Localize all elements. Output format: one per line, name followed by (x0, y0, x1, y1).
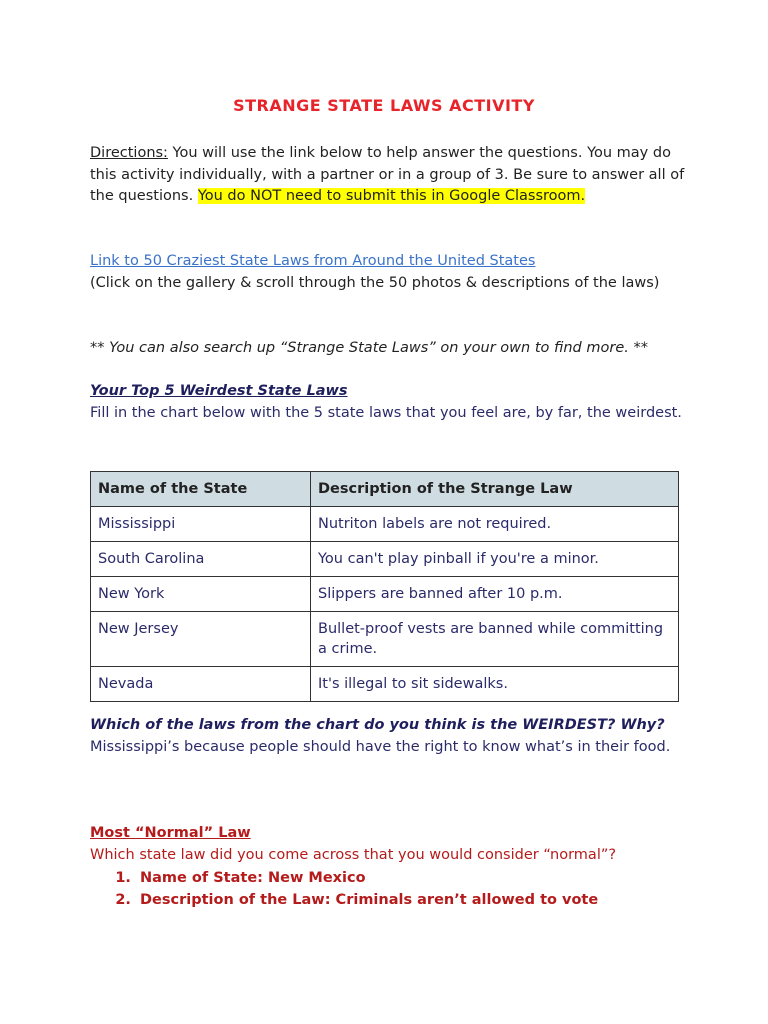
weirdest-section (90, 715, 690, 758)
normal-heading: Most “Normal” Law (90, 825, 251, 841)
list-item: 2. Description of the Law: Criminals aren’t allowed to vote (136, 890, 598, 912)
directions-text: You will use the link below to help answer the questions. You may do this activity individually, with a partner or in a group of 3. Be sure to answer all of the questions. (90, 145, 685, 204)
table-row (91, 667, 679, 702)
search-note: ** You can also search up “Strange State Laws” on your own to find more. ** (90, 340, 648, 356)
column-header-state: Name of the State (91, 472, 311, 507)
description-cell: Nutriton labels are not required. (311, 507, 679, 542)
description-cell: You can't play pinball if you're a minor. (311, 542, 679, 577)
state-laws-link[interactable]: Link to 50 Craziest State Laws from Around the United States (90, 253, 536, 269)
state-cell: South Carolina (91, 542, 311, 577)
normal-question: Which state law did you come across that you would consider “normal”? (90, 846, 617, 863)
state-cell: Nevada (91, 667, 311, 702)
state-cell: New York (91, 577, 311, 612)
strange-laws-table (90, 471, 679, 702)
link-paragraph (90, 251, 690, 294)
top5-heading: Your Top 5 Weirdest State Laws (90, 383, 348, 399)
normal-answer-list (90, 868, 598, 911)
page-title: STRANGE STATE LAWS ACTIVITY (233, 96, 535, 115)
list-item: 1. Name of State: New Mexico (136, 868, 598, 890)
state-cell: Mississippi (91, 507, 311, 542)
table-row (91, 542, 679, 577)
top5-instructions: Fill in the chart below with the 5 state laws that you feel are, by far, the weirdest. (90, 404, 682, 421)
table-row (91, 612, 679, 667)
description-cell: It's illegal to sit sidewalks. (311, 667, 679, 702)
column-header-description: Description of the Strange Law (311, 472, 679, 507)
directions-label: Directions: (90, 145, 168, 161)
table-row (91, 507, 679, 542)
top5-section (90, 381, 690, 424)
directions-paragraph (90, 143, 690, 208)
link-note: (Click on the gallery & scroll through the 50 photos & descriptions of the laws) (90, 274, 660, 291)
normal-section (90, 823, 690, 866)
weirdest-question: Which of the laws from the chart do you think is the WEIRDEST? Why? (90, 717, 665, 733)
table-header-row (91, 472, 679, 507)
table-row (91, 577, 679, 612)
directions-highlight: You do NOT need to submit this in Google Classroom. (197, 188, 586, 204)
state-cell: New Jersey (91, 612, 311, 667)
description-cell: Slippers are banned after 10 p.m. (311, 577, 679, 612)
weirdest-answer: Mississippi’s because people should have the right to know what’s in their food. (90, 738, 671, 755)
description-cell: Bullet-proof vests are banned while committing a crime. (311, 612, 679, 667)
